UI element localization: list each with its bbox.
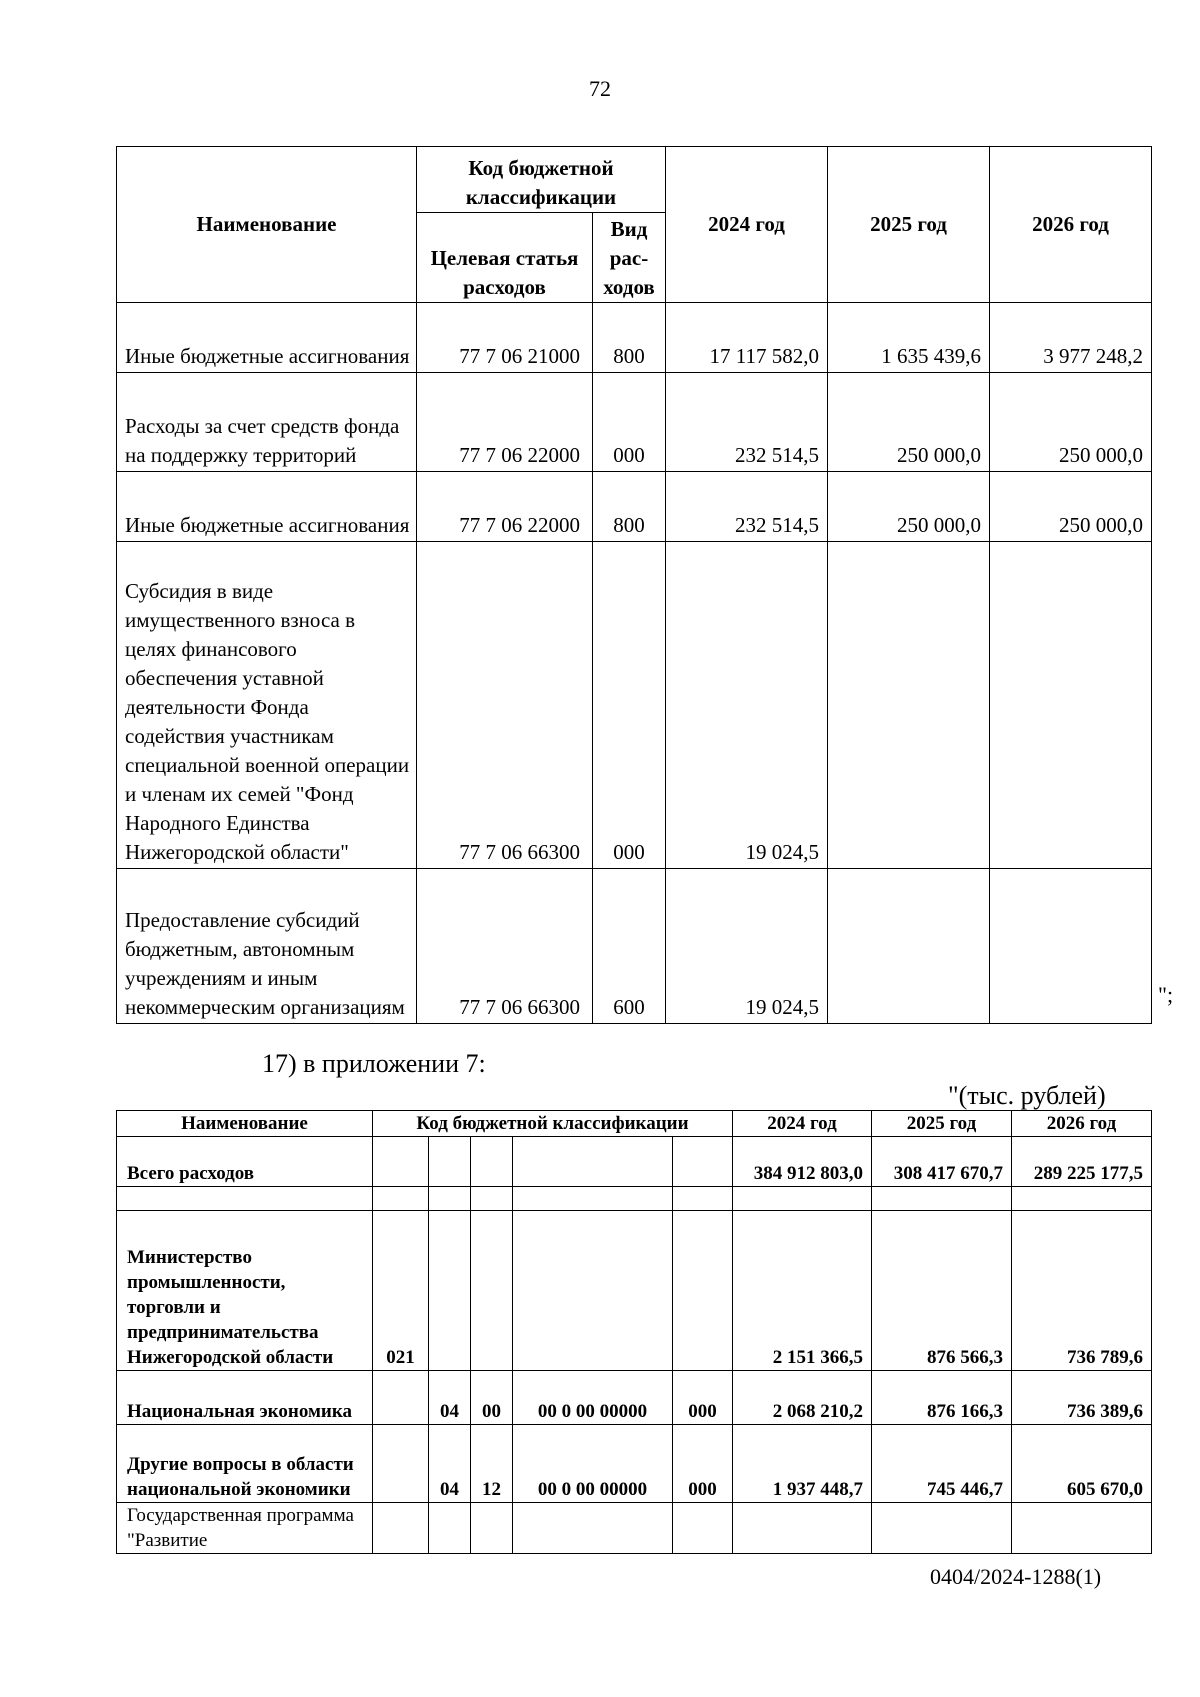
- section-heading: 17) в приложении 7:: [262, 1049, 486, 1078]
- header-classification: Код бюджетной классификации: [417, 147, 666, 213]
- row-code: 77 7 06 22000: [417, 472, 593, 542]
- row-2025: [872, 1503, 1012, 1554]
- row-code-5: 000: [673, 1425, 733, 1503]
- row-name: [117, 1187, 373, 1211]
- row-name: Иные бюджетные ассигнования: [117, 303, 417, 373]
- row-code-4: [513, 1137, 673, 1187]
- header-2025: 2025 год: [828, 147, 990, 303]
- row-vid: 000: [593, 373, 666, 472]
- row-code-1: [373, 1503, 429, 1554]
- row-code: 77 7 06 22000: [417, 373, 593, 472]
- row-vid: 600: [593, 869, 666, 1024]
- header-2025: 2025 год: [872, 1111, 1012, 1137]
- row-2025: 876 166,3: [872, 1371, 1012, 1425]
- header-classification: Код бюджетной классификации: [373, 1111, 733, 1137]
- row-code-5: 000: [673, 1371, 733, 1425]
- row-code-4: [513, 1211, 673, 1371]
- row-2026: 3 977 248,2: [990, 303, 1152, 373]
- row-code-4: [513, 1187, 673, 1211]
- row-2026: 289 225 177,5: [1012, 1137, 1152, 1187]
- row-code-5: [673, 1503, 733, 1554]
- row-code-2: [429, 1187, 471, 1211]
- row-2026: 605 670,0: [1012, 1425, 1152, 1503]
- units-note: "(тыс. рублей): [948, 1081, 1106, 1110]
- row-code-1: [373, 1371, 429, 1425]
- row-2024: 2 068 210,2: [733, 1371, 872, 1425]
- table-row: [117, 869, 1152, 1024]
- row-name: Субсидия в виде имущественного взноса в целях финансового обеспечения уставной деятельности Фонда содействия участникам специальной военной операции и членам их семей "Фонд Народного Единства Нижегородской области": [117, 542, 417, 869]
- row-code-4: 00 0 00 00000: [513, 1371, 673, 1425]
- row-code-2: [429, 1211, 471, 1371]
- header-2024: 2024 год: [666, 147, 828, 303]
- table-row: [117, 1187, 1152, 1211]
- row-name: Всего расходов: [117, 1137, 373, 1187]
- row-name: Другие вопросы в области национальной экономики: [117, 1425, 373, 1503]
- budget-table-targets: [116, 146, 1152, 1024]
- row-2024: 232 514,5: [666, 373, 828, 472]
- row-2026: 250 000,0: [990, 373, 1152, 472]
- row-2025: [828, 869, 990, 1024]
- row-name: Министерство промышленности, торговли и предпринимательства Нижегородской области: [117, 1211, 373, 1371]
- row-code: 77 7 06 66300: [417, 542, 593, 869]
- row-name: Национальная экономика: [117, 1371, 373, 1425]
- table-row: [117, 1503, 1152, 1554]
- row-2026: [990, 542, 1152, 869]
- row-2024: 19 024,5: [666, 542, 828, 869]
- row-2025: 250 000,0: [828, 373, 990, 472]
- row-2026: 250 000,0: [990, 472, 1152, 542]
- row-2024: [733, 1503, 872, 1554]
- table-row: [117, 1425, 1152, 1503]
- row-code-2: [429, 1503, 471, 1554]
- table-row: [117, 1371, 1152, 1425]
- row-2024: [733, 1187, 872, 1211]
- header-2026: 2026 год: [1012, 1111, 1152, 1137]
- row-name: Иные бюджетные ассигнования: [117, 472, 417, 542]
- table-row: [117, 303, 1152, 373]
- row-vid: 800: [593, 472, 666, 542]
- row-2024: 2 151 366,5: [733, 1211, 872, 1371]
- row-name: Расходы за счет средств фонда на поддержку территорий: [117, 373, 417, 472]
- row-2025: [828, 542, 990, 869]
- row-code-3: [471, 1211, 513, 1371]
- row-code-3: [471, 1137, 513, 1187]
- header-2024: 2024 год: [733, 1111, 872, 1137]
- header-name: Наименование: [117, 147, 417, 303]
- table-row: [117, 1211, 1152, 1371]
- row-2025: 250 000,0: [828, 472, 990, 542]
- header-target-article: Целевая статья расходов: [417, 213, 593, 303]
- row-2025: [872, 1187, 1012, 1211]
- page-number: 72: [589, 76, 611, 101]
- row-vid: 000: [593, 542, 666, 869]
- closing-quote: ";: [1158, 982, 1174, 1007]
- document-code: 0404/2024-1288(1): [930, 1564, 1102, 1589]
- row-code-1: [373, 1137, 429, 1187]
- row-code-2: 04: [429, 1371, 471, 1425]
- row-code-2: [429, 1137, 471, 1187]
- row-2024: 1 937 448,7: [733, 1425, 872, 1503]
- row-code-5: [673, 1137, 733, 1187]
- row-2026: 736 789,6: [1012, 1211, 1152, 1371]
- header-2026: 2026 год: [990, 147, 1152, 303]
- row-code-3: 12: [471, 1425, 513, 1503]
- row-vid: 800: [593, 303, 666, 373]
- row-2026: [1012, 1187, 1152, 1211]
- row-code: 77 7 06 21000: [417, 303, 593, 373]
- row-2024: 19 024,5: [666, 869, 828, 1024]
- row-code: 77 7 06 66300: [417, 869, 593, 1024]
- row-2026: [1012, 1503, 1152, 1554]
- row-2025: 308 417 670,7: [872, 1137, 1012, 1187]
- row-code-4: 00 0 00 00000: [513, 1425, 673, 1503]
- budget-table-departments: [116, 1110, 1152, 1554]
- table-row: [117, 1137, 1152, 1187]
- row-code-3: [471, 1187, 513, 1211]
- row-code-1: 021: [373, 1211, 429, 1371]
- table-row: [117, 373, 1152, 472]
- row-code-3: [471, 1503, 513, 1554]
- row-2024: 232 514,5: [666, 472, 828, 542]
- row-code-1: [373, 1425, 429, 1503]
- row-2024: 17 117 582,0: [666, 303, 828, 373]
- row-code-1: [373, 1187, 429, 1211]
- row-code-2: 04: [429, 1425, 471, 1503]
- table-row: [117, 542, 1152, 869]
- table-row: [117, 472, 1152, 542]
- row-code-4: [513, 1503, 673, 1554]
- row-name: Государственная программа "Развитие: [117, 1503, 373, 1554]
- row-2026: [990, 869, 1152, 1024]
- header-expense-type: Вид рас- ходов: [593, 213, 666, 303]
- header-name: Наименование: [117, 1111, 373, 1137]
- row-2025: 1 635 439,6: [828, 303, 990, 373]
- row-2026: 736 389,6: [1012, 1371, 1152, 1425]
- row-name: Предоставление субсидий бюджетным, автономным учреждениям и иным некоммерческим организациям: [117, 869, 417, 1024]
- row-2025: 745 446,7: [872, 1425, 1012, 1503]
- row-2024: 384 912 803,0: [733, 1137, 872, 1187]
- row-code-5: [673, 1211, 733, 1371]
- row-code-5: [673, 1187, 733, 1211]
- row-code-3: 00: [471, 1371, 513, 1425]
- row-2025: 876 566,3: [872, 1211, 1012, 1371]
